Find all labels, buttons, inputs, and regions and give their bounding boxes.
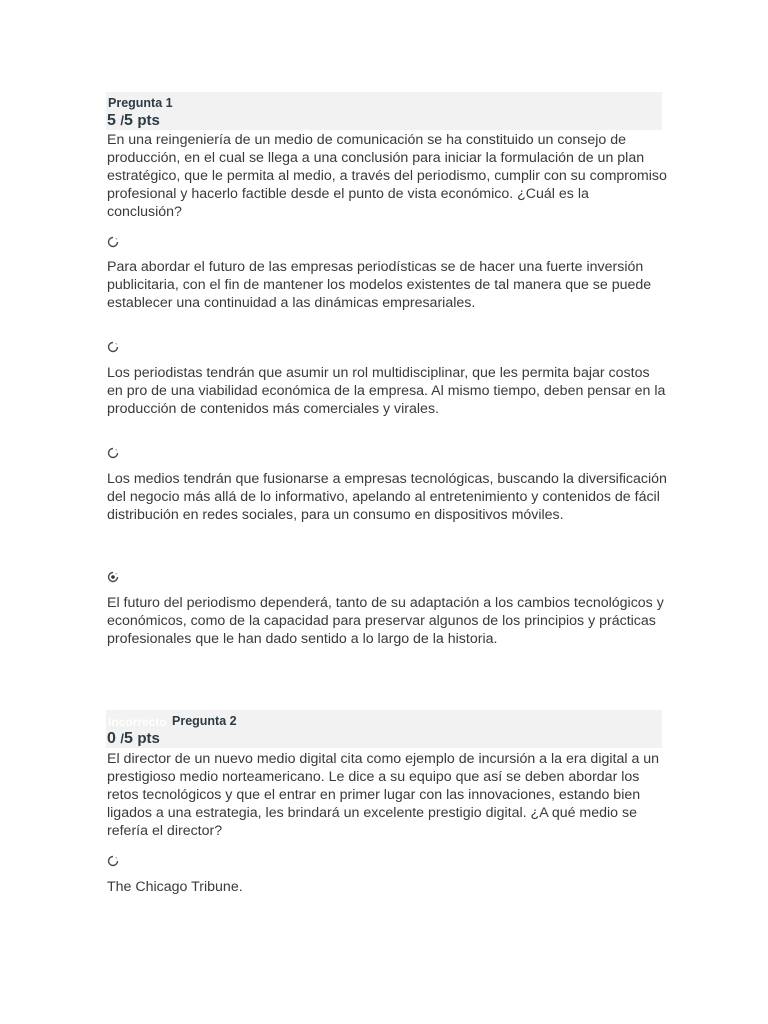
radio-unselected-icon — [107, 236, 119, 248]
radio-selected-icon — [107, 571, 119, 583]
question-2-text: El director de un nuevo medio digital cita como ejemplo de incursión a la era digital a un prestigioso medio norteamericano. Le dice a su equipo que así se deben abordar los retos tecnológicos y que el entrar en primer lugar con las innovaciones, estando bien ligados a una estrategia, les brindará un excelente prestigio digital. ¿A qué medio se refería el director? — [107, 751, 660, 839]
question-1-score-unit: pts — [137, 112, 160, 129]
question-2-header — [106, 710, 662, 748]
question-2-option-1-text: The Chicago Tribune. — [107, 879, 243, 895]
question-1-header — [106, 92, 662, 130]
question-2-score-unit: pts — [137, 730, 160, 747]
question-2-score — [107, 730, 160, 748]
question-1-label: Pregunta 1 — [108, 96, 173, 110]
question-1-option-1-text: Para abordar el futuro de las empresas periodísticas se de hacer una fuerte inversión publicitaria, con el fin de mantener los modelos existentes de tal manera que se puede establecer una continuidad a las dinámicas empresariales. — [107, 259, 652, 311]
question-2-option-1-radio[interactable] — [107, 855, 119, 867]
question-2-status-badge: Incorrecto — [108, 715, 167, 729]
question-2-score-separator: / — [120, 731, 124, 746]
radio-unselected-icon — [107, 855, 119, 867]
question-1-option-2-radio[interactable] — [107, 341, 119, 353]
radio-unselected-icon — [107, 341, 119, 353]
question-1-text: En una reingeniería de un medio de comunicación se ha constituido un consejo de producción, en el cual se llega a una conclusión para iniciar la formulación de un plan estratégico, que le permita al medio, a través del periodismo, cumplir con su compromiso profesional y hacerlo factible desde el punto de vista económico. ¿Cuál es la conclusión? — [107, 132, 667, 220]
question-1-option-1-radio[interactable] — [107, 236, 119, 248]
question-1-option-3-text: Los medios tendrán que fusionarse a empresas tecnológicas, buscando la diversificación del negocio más allá de lo informativo, apelando al entretenimiento y contenidos de fácil distribución en redes sociales, para un consumo en dispositivos móviles. — [107, 471, 667, 523]
question-1-score-separator: / — [120, 113, 124, 128]
question-1-option-4-text: El futuro del periodismo dependerá, tanto de su adaptación a los cambios tecnológicos y económicos, como de la capacidad para preservar algunos de los principios y prácticas profesionales que le han dado sentido a lo largo de la historia. — [107, 595, 664, 647]
question-1-score-total: 5 — [123, 112, 133, 129]
question-2-score-value: 0 — [107, 730, 116, 747]
question-2-label: Pregunta 2 — [172, 714, 237, 728]
question-1-option-2-text: Los periodistas tendrán que asumir un rol multidisciplinar, que les permita bajar costos en pro de una viabilidad económica de la empresa. Al mismo tiempo, deben pensar en la producción de contenidos más comerciales y virales. — [107, 365, 666, 417]
question-1-option-4-radio[interactable] — [107, 571, 119, 583]
question-1-option-3-radio[interactable] — [107, 447, 119, 459]
question-1-score-value: 5 — [107, 112, 116, 129]
question-1-score — [107, 112, 160, 130]
question-2-score-total: 5 — [123, 730, 133, 747]
radio-unselected-icon — [107, 447, 119, 459]
